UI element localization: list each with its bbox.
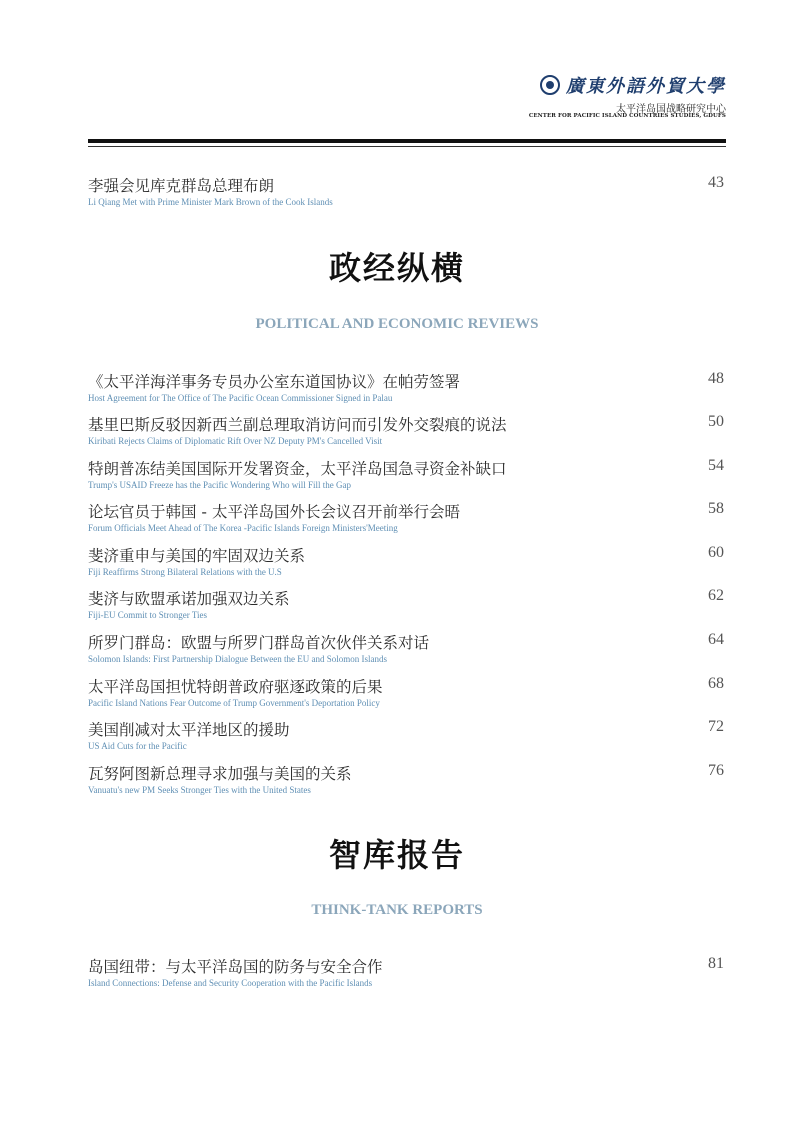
toc-entry-title-en: US Aid Cuts for the Pacific (88, 741, 187, 751)
toc-entry-title-cn: 太平洋岛国担忧特朗普政府驱逐政策的后果 (88, 678, 383, 696)
toc-entry-title-cn: 《太平洋海洋事务专员办公室东道国协议》在帕劳签署 (88, 373, 461, 391)
toc-entry-title-en: Host Agreement for The Office of The Pacific Ocean Commissioner Signed in Palau (88, 393, 393, 403)
toc-entry-page: 60 (708, 544, 724, 561)
toc-entry-title-en: Fiji Reaffirms Strong Bilateral Relations with the U.S (88, 567, 282, 577)
toc-entry[interactable] (88, 457, 724, 497)
toc-entry-page: 62 (708, 587, 724, 604)
toc-entry-page: 48 (708, 370, 724, 387)
toc-entry-title-en: Island Connections: Defense and Security Cooperation with the Pacific Islands (88, 978, 373, 988)
toc-entry[interactable] (88, 500, 724, 540)
toc-entry[interactable] (88, 718, 724, 758)
section-title: 政经纵横 (328, 249, 465, 287)
toc-entry-title-en: Forum Officials Meet Ahead of The Korea -Pacific Islands Foreign Ministers'Meeting (88, 523, 398, 533)
toc-entry[interactable] (88, 544, 724, 584)
toc-entry-title-en: Kiribati Rejects Claims of Diplomatic Rift Over NZ Deputy PM's Cancelled Visit (88, 436, 383, 446)
toc-entry[interactable] (88, 413, 724, 453)
toc-entry-title-cn: 美国削减对太平洋地区的援助 (88, 721, 290, 739)
section-subtitle: THINK-TANK REPORTS (311, 902, 483, 918)
toc-entry-title-en: Fiji-EU Commit to Stronger Ties (88, 610, 208, 620)
university-name: 廣東外語外貿大學 (566, 76, 726, 97)
toc-entry-title-cn: 瓦努阿图新总理寻求加强与美国的关系 (88, 765, 352, 783)
toc-entry-page: 50 (708, 413, 724, 430)
toc-entry[interactable] (88, 762, 724, 802)
header-rule-thick (88, 139, 726, 143)
toc-entry[interactable] (88, 955, 724, 995)
toc-entry-page: 54 (708, 457, 724, 474)
toc-entry-title-en: Li Qiang Met with Prime Minister Mark Brown of the Cook Islands (88, 197, 333, 207)
toc-entry[interactable] (88, 631, 724, 671)
toc-entry-page: 72 (708, 718, 724, 735)
center-name-en: CENTER FOR PACIFIC ISLAND COUNTRIES STUDIES, GDUFS (528, 113, 726, 119)
toc-entry-title-en: Solomon Islands: First Partnership Dialogue Between the EU and Solomon Islands (88, 654, 387, 664)
toc-entry[interactable] (88, 370, 724, 410)
toc-entry-title-en: Pacific Island Nations Fear Outcome of Trump Government's Deportation Policy (88, 698, 380, 708)
toc-entry-title-cn: 基里巴斯反驳因新西兰副总理取消访问而引发外交裂痕的说法 (88, 416, 507, 434)
header-rule-thin (88, 146, 726, 147)
toc-entry-title-cn: 论坛官员于韩国 - 太平洋岛国外长会议召开前举行会晤 (88, 503, 460, 521)
toc-entry-title-en: Vanuatu's new PM Seeks Stronger Ties with the United States (88, 785, 311, 795)
toc-entry-title-en: Trump's USAID Freeze has the Pacific Wondering Who will Fill the Gap (88, 480, 351, 490)
toc-entry-title-cn: 特朗普冻结美国国际开发署资金，太平洋岛国急寻资金补缺口 (88, 460, 507, 478)
center-name-cn: 太平洋岛国战略研究中心 (616, 104, 726, 115)
toc-entry-title-cn: 斐济与欧盟承诺加强双边关系 (88, 590, 290, 608)
toc-entry[interactable] (88, 587, 724, 627)
university-emblem-icon (540, 75, 560, 95)
page-header (0, 0, 794, 150)
toc-entry-page: 58 (708, 500, 724, 517)
toc-entry[interactable] (88, 174, 724, 214)
section-subtitle: POLITICAL AND ECONOMIC REVIEWS (255, 316, 539, 332)
toc-entry-title-cn: 所罗门群岛：欧盟与所罗门群岛首次伙伴关系对话 (88, 634, 430, 652)
university-logo (540, 72, 726, 98)
toc-entry-page: 43 (708, 174, 724, 191)
toc-entry-page: 81 (708, 955, 724, 972)
toc-entry-title-cn: 斐济重申与美国的牢固双边关系 (88, 547, 306, 565)
toc-entry-page: 64 (708, 631, 724, 648)
toc-entry-page: 68 (708, 675, 724, 692)
toc-entry-title-cn: 岛国纽带：与太平洋岛国的防务与安全合作 (88, 958, 383, 976)
toc-entry-page: 76 (708, 762, 724, 779)
toc-entry-title-cn: 李强会见库克群岛总理布朗 (88, 177, 275, 195)
section-title: 智库报告 (328, 836, 465, 874)
toc-entry[interactable] (88, 675, 724, 715)
